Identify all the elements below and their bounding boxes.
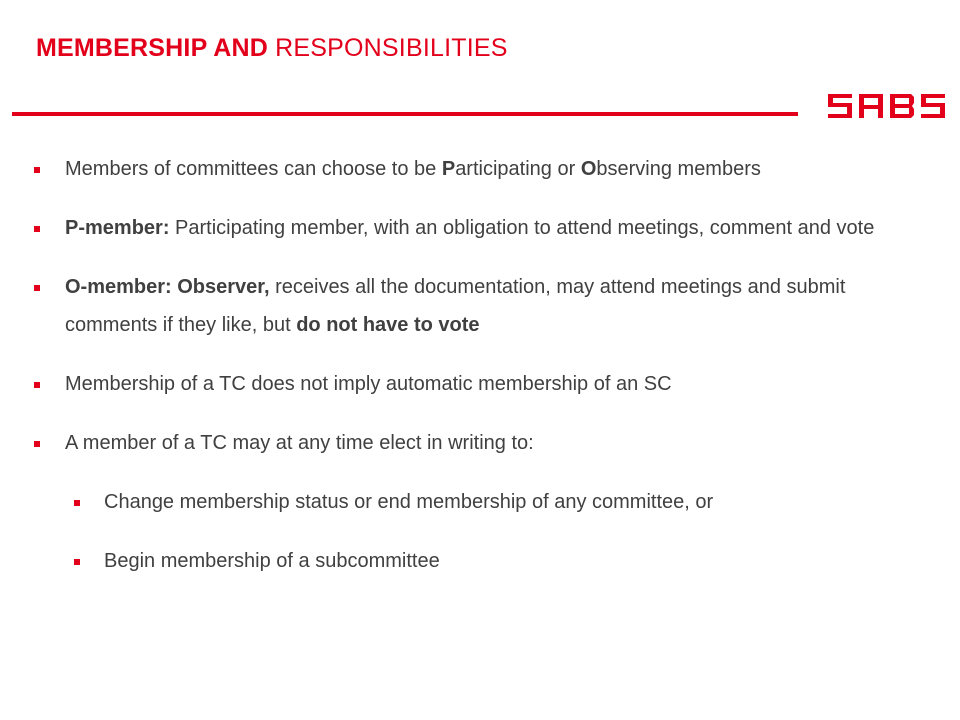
bullet-icon <box>74 559 80 565</box>
bullet-icon <box>34 382 40 388</box>
sub-bullet-item: Change membership status or end membership of any committee, or <box>30 483 930 521</box>
bullet-item: A member of a TC may at any time elect in writing to: <box>30 424 930 462</box>
sub-bullet-item: Begin membership of a subcommittee <box>30 542 930 580</box>
bullet-list <box>30 150 930 580</box>
bullet-icon <box>34 226 40 232</box>
bullet-item: P-member: Participating member, with an obligation to attend meetings, comment and vote <box>30 209 930 247</box>
bullet-item: Members of committees can choose to be Participating or Observing members <box>30 150 930 188</box>
sabs-logo <box>826 88 950 124</box>
bullet-icon <box>34 285 40 291</box>
bullet-item: O-member: Observer, receives all the documentation, may attend meetings and submit comments if they like, but do not have to vote <box>30 268 930 344</box>
bullet-item: Membership of a TC does not imply automatic membership of an SC <box>30 365 930 403</box>
title-bold: MEMBERSHIP AND <box>36 34 268 62</box>
title-regular: RESPONSIBILITIES <box>275 34 508 62</box>
bullet-icon <box>34 167 40 173</box>
slide-title <box>36 34 508 63</box>
bullet-icon <box>74 500 80 506</box>
bullet-icon <box>34 441 40 447</box>
title-underline <box>12 112 798 116</box>
